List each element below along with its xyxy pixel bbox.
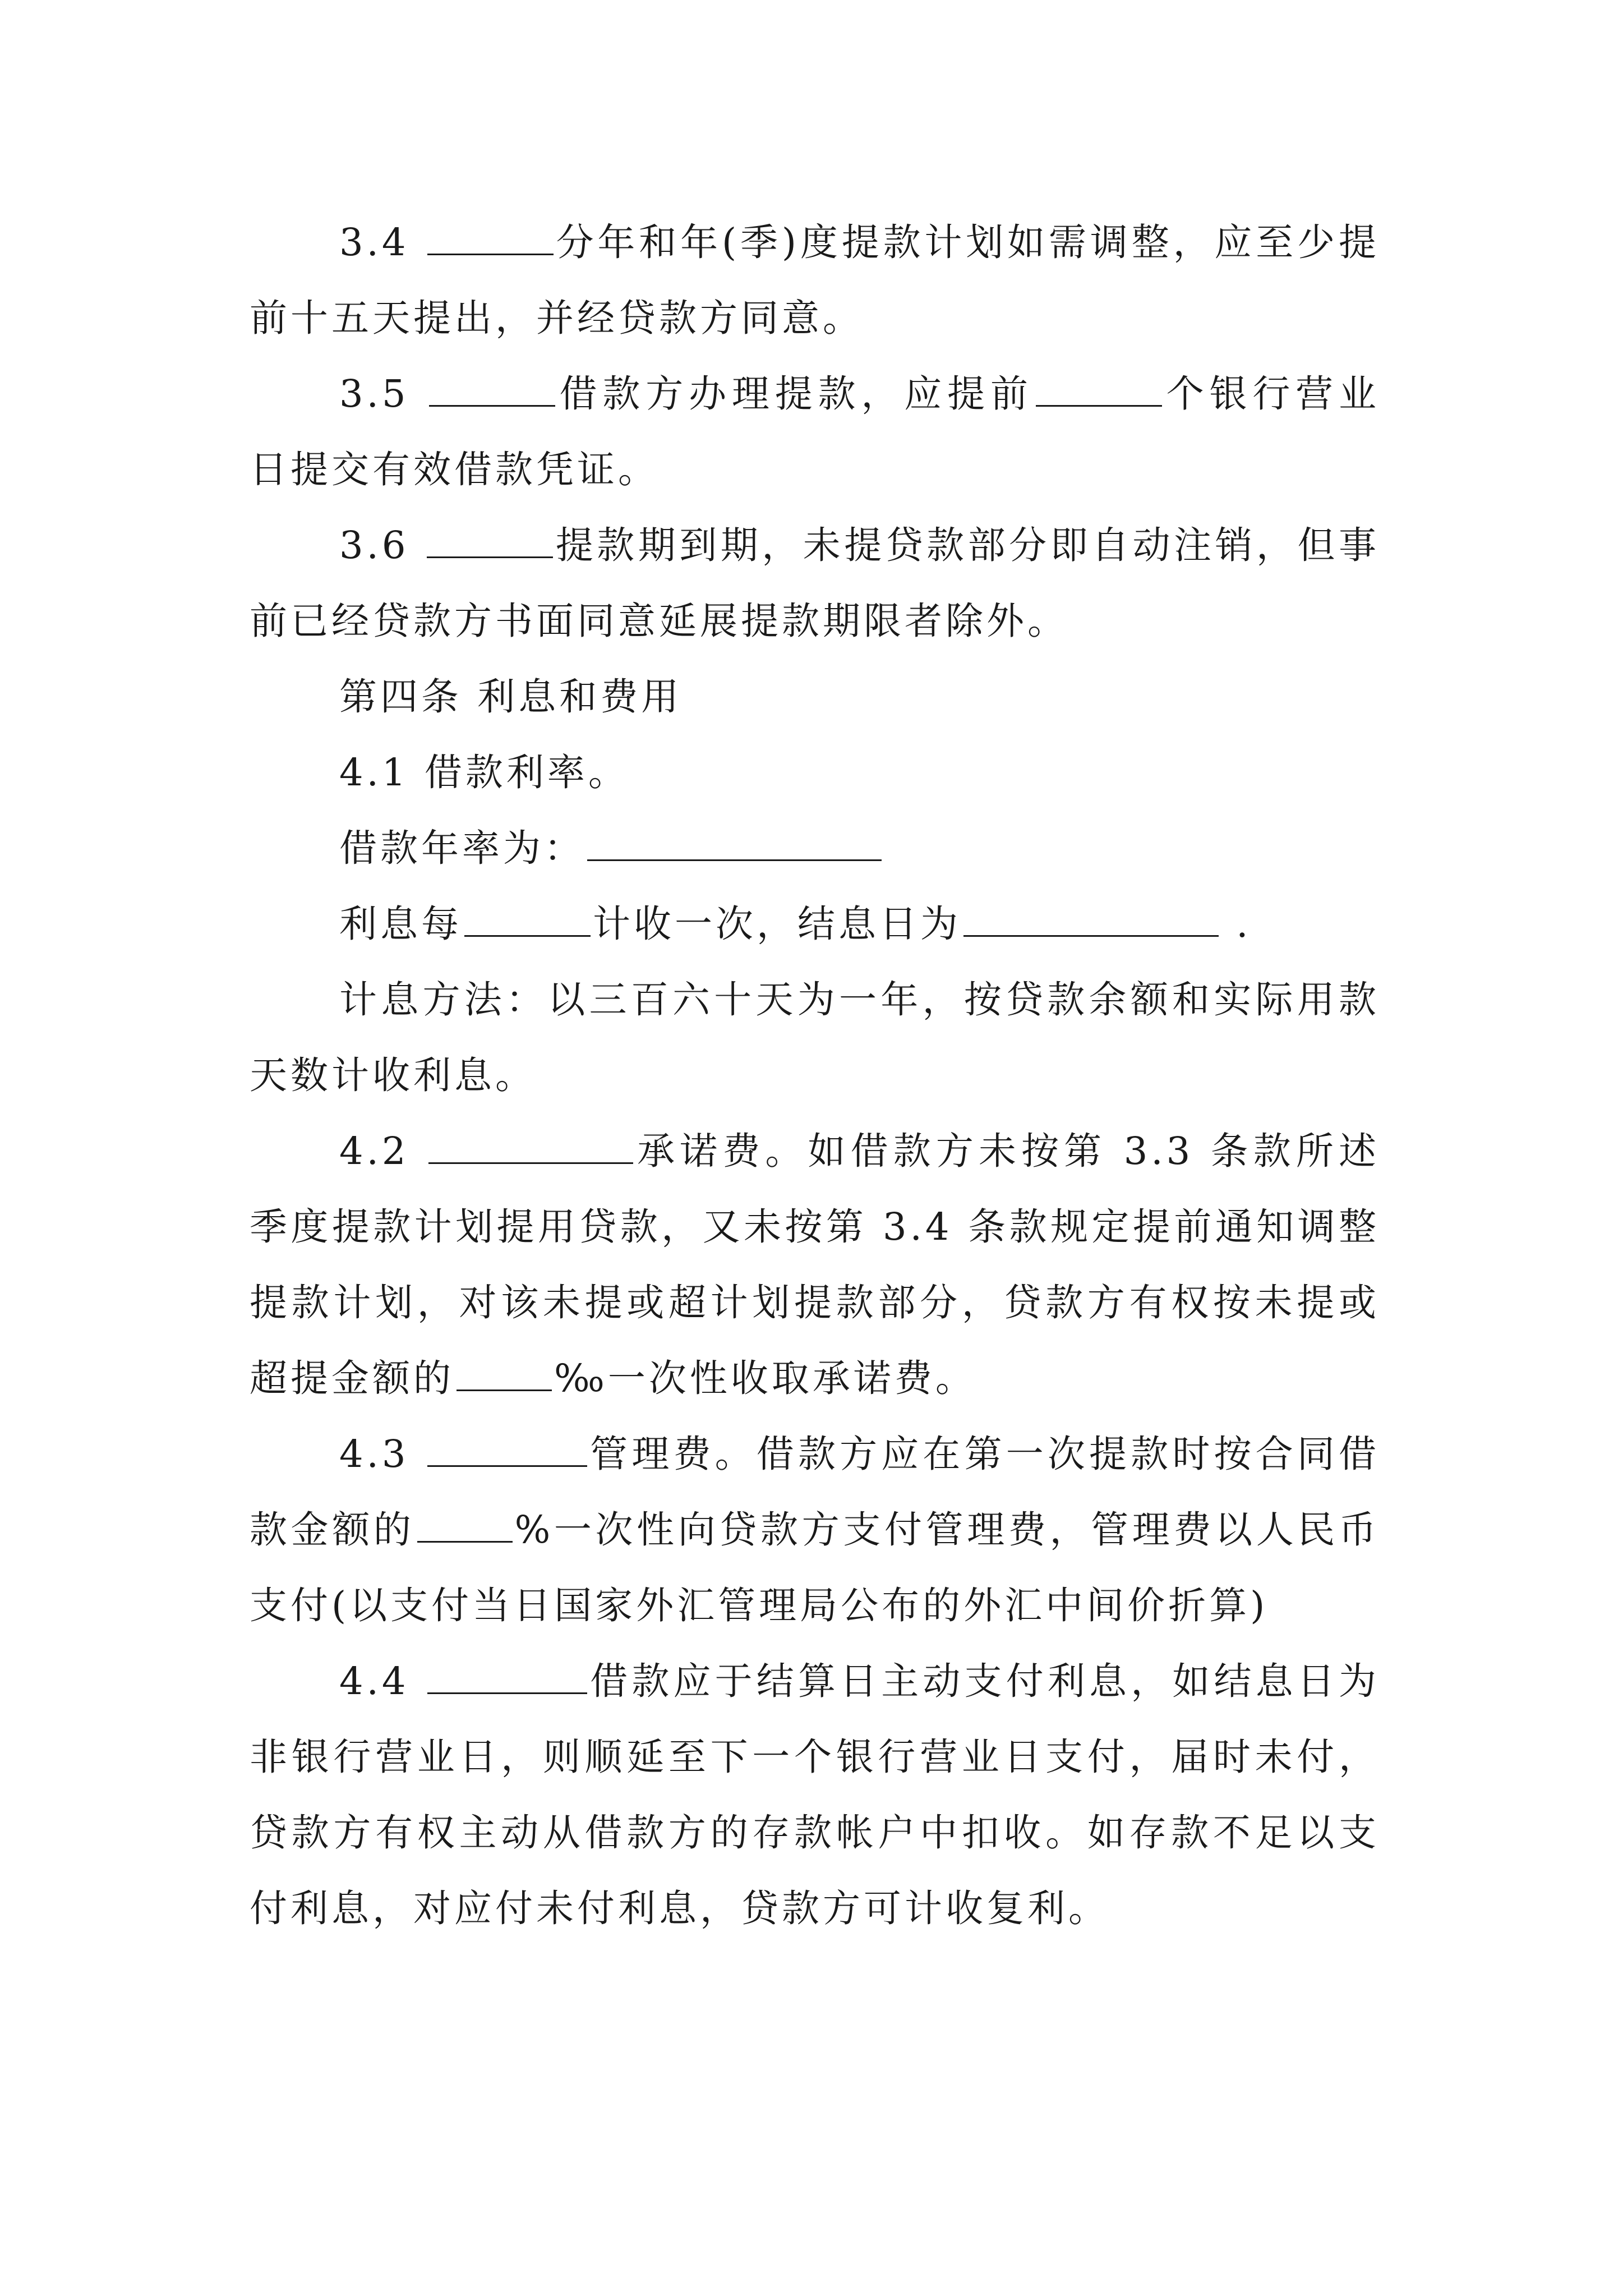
interest-period-line: [250, 886, 1380, 962]
fill-blank[interactable]: [427, 522, 553, 558]
clause-text: 借款应于结算日主动支付利息，如结息日为非银行营业日，则顺延至下一个银行营业日支付，届时未付，贷款方有权主动从借款方的存款帐户中扣收。如存款不足以支付利息，对应付未付利息，贷款方可计收复利。: [250, 1659, 1380, 1930]
fill-blank[interactable]: [427, 1658, 587, 1694]
clause-text: 分年和年(季)度提款计划如需调整，应至少提前十五天提出，并经贷款方同意。: [250, 220, 1380, 340]
clause-number: 3.6: [339, 523, 425, 567]
clause-3-4: [250, 205, 1380, 356]
fill-blank-permille[interactable]: [457, 1355, 552, 1391]
clause-number: 4.2: [339, 1129, 426, 1173]
rate-label: 借款年率为：: [339, 826, 585, 870]
fill-blank-percent[interactable]: [417, 1506, 513, 1543]
fill-blank-period[interactable]: [464, 900, 591, 937]
clause-3-6: [250, 508, 1380, 659]
fill-blank-rate[interactable]: [587, 825, 882, 861]
clause-number: 4.4: [339, 1659, 426, 1703]
clause-number: 3.5: [339, 372, 427, 416]
fill-blank[interactable]: [428, 1128, 633, 1164]
clause-text: 个银行营业日提交有效借款凭证。: [250, 372, 1380, 491]
article-4-heading: 第四条 利息和费用: [339, 675, 683, 719]
fill-blank[interactable]: [427, 1430, 587, 1467]
fill-blank[interactable]: [429, 370, 555, 407]
fill-blank-days[interactable]: [1036, 370, 1162, 407]
fill-blank[interactable]: [427, 219, 554, 255]
clause-number: 4.3: [339, 1432, 426, 1476]
clause-text: 借款方办理提款，应提前: [557, 372, 1034, 416]
clause-text: 管理费。借款方应在第一次提款时按合同借款金额的: [250, 1432, 1380, 1552]
clause-4-3: [250, 1416, 1380, 1644]
clause-4-1: 4.1 借款利率。: [339, 751, 629, 794]
interest-method-line: 计息方法：以三百六十天为一年，按贷款余额和实际用款天数计收利息。: [250, 978, 1380, 1097]
clause-3-5: [250, 356, 1380, 508]
clause-text: %一次性向贷款方支付管理费，管理费以人民币支付(以支付当日国家外汇管理局公布的外汇中间价折算): [250, 1508, 1380, 1627]
interest-text: .: [1221, 902, 1252, 946]
clause-text: 承诺费。如借款方未按第 3.3 条款所述季度提款计划提用贷款，又未按第 3.4 条款规定提前通知调整提款计划，对该未提或超计划提款部分，贷款方有权按未提或超提金额的: [250, 1129, 1380, 1400]
document-body: [250, 205, 1380, 1947]
fill-blank-date[interactable]: [963, 900, 1219, 937]
clause-4-4: [250, 1644, 1380, 1947]
interest-text: 利息每: [339, 902, 462, 946]
clause-number: 3.4: [339, 220, 425, 264]
interest-text: 计收一次，结息日为: [593, 902, 961, 946]
clause-text: 提款期到期，未提贷款部分即自动注销，但事前已经贷款方书面同意延展提款期限者除外。: [250, 523, 1380, 643]
clause-4-2: [250, 1114, 1380, 1416]
annual-rate-line: [250, 811, 1380, 886]
clause-text: ‰一次性收取承诺费。: [554, 1356, 976, 1400]
